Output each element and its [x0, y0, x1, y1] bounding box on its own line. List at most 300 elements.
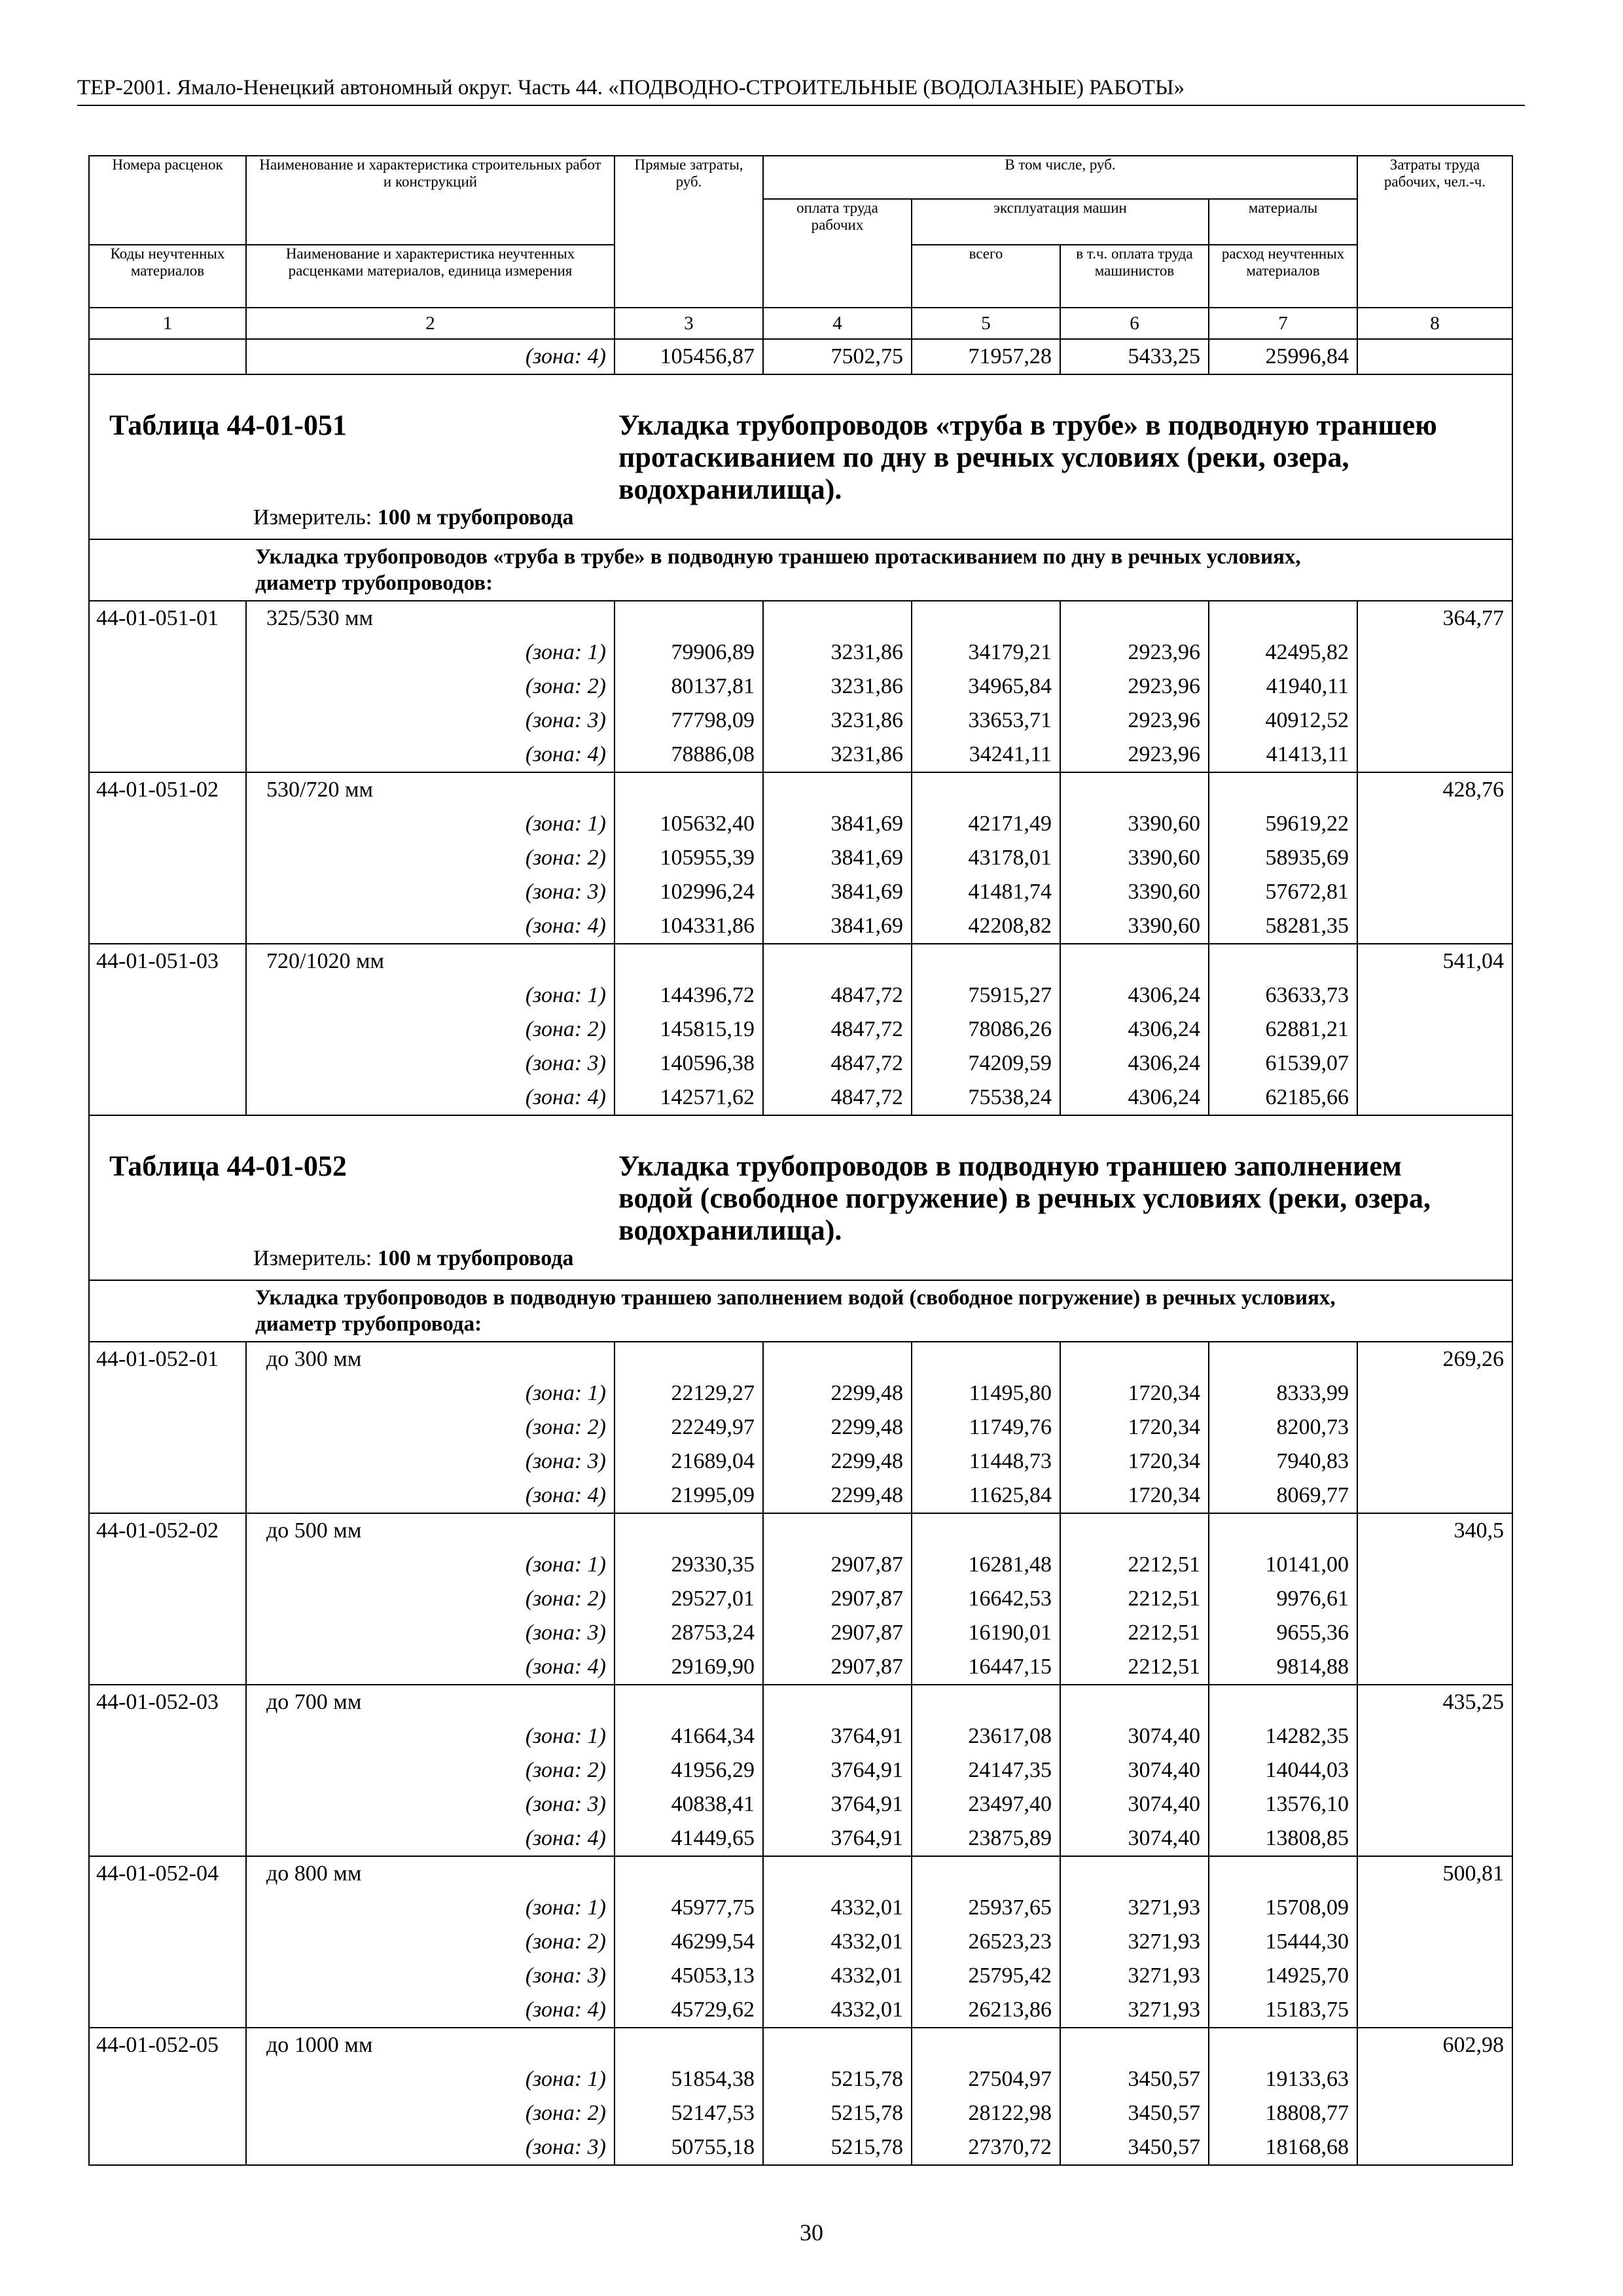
value: 3390,60 — [1128, 812, 1200, 836]
value: 26213,86 — [968, 1998, 1052, 2022]
value: 15708,09 — [1265, 1895, 1349, 1920]
rate-code: 44-01-052-03 — [89, 1685, 246, 1856]
column-numbers — [89, 308, 1512, 339]
zone-label: (зона: 4) — [525, 1085, 606, 1109]
rate-code: 44-01-051-03 — [89, 944, 246, 1115]
labor-cell — [1357, 1685, 1512, 1856]
value: 3231,86 — [830, 742, 903, 766]
value-spacer — [772, 1685, 903, 1719]
value: 4332,01 — [830, 1998, 903, 2022]
value: 16190,01 — [968, 1621, 1052, 1645]
value: 15444,30 — [1265, 1929, 1349, 1954]
measure-label: Измеритель: — [253, 1246, 372, 1270]
value: 62185,66 — [1265, 1085, 1349, 1109]
value-spacer — [772, 944, 903, 978]
value: 62881,21 — [1265, 1017, 1349, 1041]
value: 45729,62 — [671, 1998, 755, 2022]
zone-label: (зона: 1) — [525, 1724, 606, 1748]
table-row — [89, 944, 1512, 1115]
zone-label: (зона: 1) — [525, 640, 606, 664]
value: 59619,22 — [1265, 812, 1349, 836]
value-spacer — [920, 1342, 1052, 1376]
value-cell-v3 — [615, 772, 763, 944]
rate-name-cell — [246, 772, 615, 944]
value: 33653,71 — [968, 708, 1052, 732]
carry-direct: 105456,87 — [615, 339, 763, 374]
value: 3074,40 — [1128, 1792, 1200, 1816]
value: 4306,24 — [1128, 983, 1200, 1007]
value: 57672,81 — [1265, 880, 1349, 904]
zone-label: (зона: 3) — [525, 1792, 606, 1816]
value: 3841,69 — [830, 880, 903, 904]
value: 2299,48 — [830, 1483, 903, 1507]
value: 41449,65 — [671, 1826, 755, 1850]
value: 3231,86 — [830, 708, 903, 732]
rate-name-cell — [246, 2028, 615, 2165]
labor-value: 364,77 — [1442, 606, 1505, 630]
value: 105632,40 — [660, 812, 755, 836]
labor-value: 602,98 — [1442, 2033, 1505, 2057]
value-cell-v7 — [1209, 772, 1357, 944]
value-spacer — [623, 1685, 755, 1719]
value: 14282,35 — [1265, 1724, 1349, 1748]
value-cell-v4 — [763, 944, 912, 1115]
value-spacer — [623, 1857, 755, 1891]
value-cell-v3 — [615, 1856, 763, 2028]
running-header: ТЕР-2001. Ямало-Ненецкий автономный округ. Часть 44. «ПОДВОДНО-СТРОИТЕЛЬНЫЕ (ВОДОЛАЗНЫЕ) РАБОТЫ» — [77, 73, 1525, 106]
value-cell-v6 — [1060, 1513, 1209, 1685]
value-spacer — [1217, 1342, 1349, 1376]
value: 3450,57 — [1128, 2067, 1200, 2091]
labor-cell — [1357, 1342, 1512, 1513]
col-num: 8 — [1357, 308, 1512, 339]
value: 22129,27 — [671, 1381, 755, 1405]
value-spacer — [1217, 1857, 1349, 1891]
value: 3764,91 — [830, 1792, 903, 1816]
value-spacer — [920, 2028, 1052, 2062]
subheading-spacer — [1357, 1280, 1512, 1342]
value: 23875,89 — [968, 1826, 1052, 1850]
table-row — [89, 601, 1512, 772]
value: 2299,48 — [830, 1381, 903, 1405]
value-spacer — [772, 773, 903, 807]
value-cell-v4 — [763, 1342, 912, 1513]
value-spacer — [1217, 944, 1349, 978]
table-row — [89, 2028, 1512, 2165]
table-row — [89, 1856, 1512, 2028]
value: 14044,03 — [1265, 1758, 1349, 1782]
zone-label: (зона: 3) — [525, 1621, 606, 1645]
value-cell-v3 — [615, 1513, 763, 1685]
zone-label: (зона: 1) — [525, 1552, 606, 1577]
value-cell-v5 — [912, 2028, 1060, 2165]
zone-label: (зона: 4) — [525, 1655, 606, 1679]
value: 29169,90 — [671, 1655, 755, 1679]
table-measure — [253, 1244, 574, 1273]
value: 2907,87 — [830, 1587, 903, 1611]
value: 5215,78 — [830, 2101, 903, 2125]
value: 16281,48 — [968, 1552, 1052, 1577]
value: 45053,13 — [671, 1964, 755, 1988]
zone-label: (зона: 3) — [525, 1964, 606, 1988]
value-cell-v4 — [763, 1856, 912, 2028]
header-incl: В том числе, руб. — [763, 156, 1357, 199]
value: 34179,21 — [968, 640, 1052, 664]
value: 16447,15 — [968, 1655, 1052, 1679]
value: 2212,51 — [1128, 1587, 1200, 1611]
header-materials: материалы — [1209, 199, 1357, 245]
value-spacer — [1069, 773, 1200, 807]
labor-cell — [1357, 1513, 1512, 1685]
labor-cell — [1357, 772, 1512, 944]
col-num: 1 — [89, 308, 246, 339]
labor-cell — [1357, 2028, 1512, 2165]
value: 3841,69 — [830, 846, 903, 870]
value-spacer — [1217, 2028, 1349, 2062]
table-number: Таблица 44-01-052 — [109, 1150, 347, 1182]
header-material-usage: расход неучтенных материалов — [1209, 245, 1357, 308]
value-cell-v6 — [1060, 601, 1209, 772]
value-cell-v3 — [615, 2028, 763, 2165]
carry-zone: (зона: 4) — [246, 339, 615, 374]
table-number: Таблица 44-01-051 — [109, 409, 347, 441]
value: 4332,01 — [830, 1895, 903, 1920]
value: 41413,11 — [1266, 742, 1349, 766]
zone-label: (зона: 1) — [525, 1381, 606, 1405]
labor-value: 269,26 — [1442, 1347, 1505, 1371]
value: 52147,53 — [671, 2101, 755, 2125]
zone-label: (зона: 2) — [525, 674, 606, 698]
value-spacer — [772, 2028, 903, 2062]
value-spacer — [1069, 1342, 1200, 1376]
value: 3841,69 — [830, 812, 903, 836]
value: 15183,75 — [1265, 1998, 1349, 2022]
col-num: 2 — [246, 308, 615, 339]
value: 3764,91 — [830, 1724, 903, 1748]
value: 27504,97 — [968, 2067, 1052, 2091]
labor-cell — [1357, 944, 1512, 1115]
value-cell-v7 — [1209, 2028, 1357, 2165]
value-cell-v5 — [912, 1685, 1060, 1856]
value: 3764,91 — [830, 1758, 903, 1782]
table-row — [89, 1685, 1512, 1856]
zone-label: (зона: 3) — [525, 708, 606, 732]
zone-label: (зона: 3) — [525, 2135, 606, 2159]
measure-value: 100 м трубопровода — [377, 1246, 574, 1270]
value: 140596,38 — [660, 1051, 755, 1075]
rate-name: до 500 мм — [266, 1518, 362, 1543]
value: 4847,72 — [830, 1085, 903, 1109]
value: 13576,10 — [1265, 1792, 1349, 1816]
value: 145815,19 — [660, 1017, 755, 1041]
value-cell-v4 — [763, 1685, 912, 1856]
value-spacer — [1217, 773, 1349, 807]
value-cell-v7 — [1209, 1513, 1357, 1685]
value: 18168,68 — [1265, 2135, 1349, 2159]
rate-name: до 300 мм — [266, 1347, 362, 1371]
rate-name-cell — [246, 1685, 615, 1856]
rate-name-cell — [246, 601, 615, 772]
header-codes: Номера расценок — [89, 156, 246, 245]
value-cell-v3 — [615, 601, 763, 772]
value-cell-v4 — [763, 2028, 912, 2165]
value: 11448,73 — [969, 1449, 1052, 1473]
value: 105955,39 — [660, 846, 755, 870]
value-cell-v6 — [1060, 772, 1209, 944]
value-cell-v7 — [1209, 1685, 1357, 1856]
value: 4332,01 — [830, 1929, 903, 1954]
value-cell-v6 — [1060, 1685, 1209, 1856]
value-cell-v7 — [1209, 1342, 1357, 1513]
zone-label: (зона: 4) — [525, 1826, 606, 1850]
header-machines-total: всего — [912, 245, 1060, 308]
zone-label: (зона: 1) — [525, 2067, 606, 2091]
value: 19133,63 — [1265, 2067, 1349, 2091]
rate-name: 720/1020 мм — [266, 949, 384, 973]
rate-code: 44-01-051-02 — [89, 772, 246, 944]
value: 11495,80 — [969, 1381, 1052, 1405]
value: 102996,24 — [660, 880, 755, 904]
value-spacer — [623, 2028, 755, 2062]
value: 3231,86 — [830, 674, 903, 698]
value: 41940,11 — [1266, 674, 1349, 698]
value: 40838,41 — [671, 1792, 755, 1816]
table-row — [89, 1513, 1512, 1685]
value-spacer — [920, 1685, 1052, 1719]
value: 2907,87 — [830, 1655, 903, 1679]
value: 4847,72 — [830, 1051, 903, 1075]
zone-label: (зона: 4) — [525, 914, 606, 938]
value: 28753,24 — [671, 1621, 755, 1645]
value: 78886,08 — [671, 742, 755, 766]
value: 7940,83 — [1276, 1449, 1349, 1473]
value: 2923,96 — [1128, 674, 1200, 698]
value: 3074,40 — [1128, 1826, 1200, 1850]
value-spacer — [920, 1514, 1052, 1548]
value: 1720,34 — [1128, 1483, 1200, 1507]
table-title-row — [89, 374, 1512, 539]
value-cell-v4 — [763, 1513, 912, 1685]
zone-label: (зона: 2) — [525, 846, 606, 870]
value-spacer — [623, 1342, 755, 1376]
rate-code: 44-01-052-02 — [89, 1513, 246, 1685]
value-spacer — [920, 773, 1052, 807]
carry-materials: 25996,84 — [1209, 339, 1357, 374]
table-subheading: Укладка трубопроводов «труба в трубе» в подводную траншею протаскиванием по дну в речных условиях, диаметр трубопроводов: — [246, 539, 1357, 601]
value: 2212,51 — [1128, 1655, 1200, 1679]
rate-name-cell — [246, 1513, 615, 1685]
header-row-1 — [89, 156, 1512, 199]
table-body — [89, 156, 1512, 2165]
table-description: Укладка трубопроводов «труба в трубе» в подводную траншею протаскиванием по дну в речных условиях (реки, озера, водохранилища). — [618, 409, 1437, 505]
value: 77798,09 — [671, 708, 755, 732]
value: 5215,78 — [830, 2135, 903, 2159]
value-spacer — [772, 1342, 903, 1376]
value: 144396,72 — [660, 983, 755, 1007]
value-cell-v3 — [615, 1685, 763, 1856]
value: 2907,87 — [830, 1552, 903, 1577]
value: 1720,34 — [1128, 1449, 1200, 1473]
value: 41956,29 — [671, 1758, 755, 1782]
rate-code: 44-01-052-05 — [89, 2028, 246, 2165]
header-name: Наименование и характеристика строительных работ и конструкций — [246, 156, 615, 245]
value-spacer — [1069, 1857, 1200, 1891]
value: 11625,84 — [969, 1483, 1052, 1507]
zone-label: (зона: 2) — [525, 1929, 606, 1954]
carry-wages: 7502,75 — [763, 339, 912, 374]
subheading-spacer — [89, 1280, 246, 1342]
labor-cell — [1357, 1856, 1512, 2028]
rate-name-cell — [246, 1856, 615, 2028]
value: 142571,62 — [660, 1085, 755, 1109]
rate-name-cell — [246, 1342, 615, 1513]
value-spacer — [1069, 2028, 1200, 2062]
value-spacer — [772, 1857, 903, 1891]
value: 42495,82 — [1265, 640, 1349, 664]
value: 2923,96 — [1128, 640, 1200, 664]
table-measure — [253, 503, 574, 532]
measure-value: 100 м трубопровода — [377, 505, 574, 529]
value: 21689,04 — [671, 1449, 755, 1473]
rate-code: 44-01-052-01 — [89, 1342, 246, 1513]
table-title-wrap — [90, 375, 1512, 539]
value: 22249,97 — [671, 1415, 755, 1439]
value: 3390,60 — [1128, 846, 1200, 870]
subheading-spacer — [1357, 539, 1512, 601]
col-num: 5 — [912, 308, 1060, 339]
labor-cell — [1357, 601, 1512, 772]
zone-label: (зона: 4) — [525, 1998, 606, 2022]
value: 3764,91 — [830, 1826, 903, 1850]
value: 46299,54 — [671, 1929, 755, 1954]
header-labor: Затраты труда рабочих, чел.-ч. — [1357, 156, 1512, 308]
value: 3271,93 — [1128, 1998, 1200, 2022]
header-material-names: Наименование и характеристика неучтенных расценками материалов, единица измерения — [246, 245, 615, 308]
value: 10141,00 — [1265, 1552, 1349, 1577]
value-spacer — [920, 1857, 1052, 1891]
value: 34965,84 — [968, 674, 1052, 698]
value: 9655,36 — [1276, 1621, 1349, 1645]
labor-value: 541,04 — [1442, 949, 1505, 973]
value-cell-v6 — [1060, 2028, 1209, 2165]
value: 58935,69 — [1265, 846, 1349, 870]
zone-label: (зона: 1) — [525, 1895, 606, 1920]
value-spacer — [1217, 1685, 1349, 1719]
value: 8333,99 — [1276, 1381, 1349, 1405]
value: 75538,24 — [968, 1085, 1052, 1109]
carry-over-row — [89, 339, 1512, 374]
value: 2923,96 — [1128, 708, 1200, 732]
value: 9976,61 — [1276, 1587, 1349, 1611]
value: 3074,40 — [1128, 1758, 1200, 1782]
header-wages: оплата труда рабочих — [763, 199, 912, 308]
value-cell-v5 — [912, 1856, 1060, 2028]
value-spacer — [1217, 1514, 1349, 1548]
value: 40912,52 — [1265, 708, 1349, 732]
value: 104331,86 — [660, 914, 755, 938]
value: 16642,53 — [968, 1587, 1052, 1611]
value-cell-v5 — [912, 1342, 1060, 1513]
subheading-spacer — [89, 539, 246, 601]
value: 27370,72 — [968, 2135, 1052, 2159]
carry-machinist: 5433,25 — [1060, 339, 1209, 374]
value-cell-v3 — [615, 1342, 763, 1513]
value-cell-v4 — [763, 772, 912, 944]
value-cell-v5 — [912, 944, 1060, 1115]
table-row — [89, 772, 1512, 944]
value: 42208,82 — [968, 914, 1052, 938]
header-machinist-wages: в т.ч. оплата труда машинистов — [1060, 245, 1209, 308]
zone-label: (зона: 3) — [525, 880, 606, 904]
header-machines: эксплуатация машин — [912, 199, 1209, 245]
zone-label: (зона: 3) — [525, 1051, 606, 1075]
value: 9814,88 — [1276, 1655, 1349, 1679]
value: 4847,72 — [830, 1017, 903, 1041]
rate-name: 530/720 мм — [266, 778, 373, 802]
table-subheading-row — [89, 539, 1512, 601]
zone-label: (зона: 2) — [525, 2101, 606, 2125]
value-spacer — [772, 601, 903, 636]
rate-code: 44-01-051-01 — [89, 601, 246, 772]
value: 13808,85 — [1265, 1826, 1349, 1850]
value-cell-v6 — [1060, 1342, 1209, 1513]
value: 3450,57 — [1128, 2135, 1200, 2159]
value-spacer — [623, 773, 755, 807]
measure-label: Измеритель: — [253, 505, 372, 529]
value-spacer — [623, 1514, 755, 1548]
value-cell-v5 — [912, 601, 1060, 772]
value: 21995,09 — [671, 1483, 755, 1507]
value: 3271,93 — [1128, 1929, 1200, 1954]
value: 3271,93 — [1128, 1895, 1200, 1920]
value: 8069,77 — [1276, 1483, 1349, 1507]
value: 8200,73 — [1276, 1415, 1349, 1439]
value-cell-v5 — [912, 772, 1060, 944]
price-table — [88, 155, 1513, 2166]
zone-label: (зона: 2) — [525, 1415, 606, 1439]
value-spacer — [623, 601, 755, 636]
value-cell-v7 — [1209, 944, 1357, 1115]
value: 2923,96 — [1128, 742, 1200, 766]
value-spacer — [772, 1514, 903, 1548]
value-cell-v4 — [763, 601, 912, 772]
zone-label: (зона: 2) — [525, 1758, 606, 1782]
table-description: Укладка трубопроводов в подводную траншею заполнением водой (свободное погружение) в речных условиях (реки, озера, водохранилища). — [618, 1150, 1431, 1246]
value: 41481,74 — [968, 880, 1052, 904]
value: 63633,73 — [1265, 983, 1349, 1007]
value: 2907,87 — [830, 1621, 903, 1645]
labor-value: 435,25 — [1442, 1690, 1505, 1714]
zone-label: (зона: 3) — [525, 1449, 606, 1473]
table-title-block — [89, 374, 1512, 539]
value: 75915,27 — [968, 983, 1052, 1007]
value: 14925,70 — [1265, 1964, 1349, 1988]
value: 25795,42 — [968, 1964, 1052, 1988]
page-number: 30 — [800, 2219, 823, 2246]
rate-name: 325/530 мм — [266, 606, 373, 630]
value: 25937,65 — [968, 1895, 1052, 1920]
value: 29330,35 — [671, 1552, 755, 1577]
zone-label: (зона: 4) — [525, 1483, 606, 1507]
value: 79906,89 — [671, 640, 755, 664]
value: 3271,93 — [1128, 1964, 1200, 1988]
value-spacer — [623, 944, 755, 978]
value-spacer — [920, 601, 1052, 636]
value: 23497,40 — [968, 1792, 1052, 1816]
value-spacer — [1217, 601, 1349, 636]
value: 29527,01 — [671, 1587, 755, 1611]
col-num: 4 — [763, 308, 912, 339]
